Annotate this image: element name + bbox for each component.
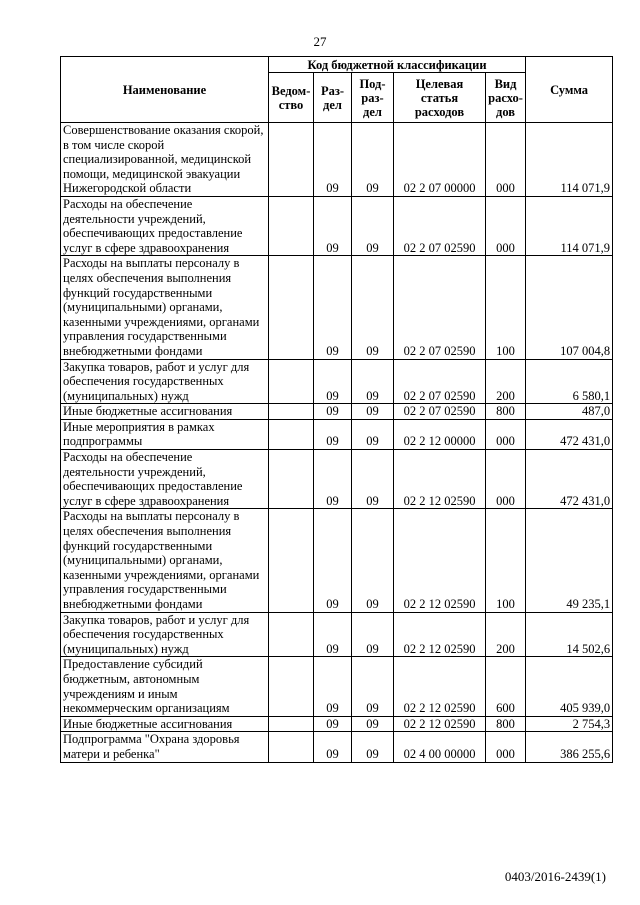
header-expense-type: Вид расхо- дов	[486, 73, 526, 123]
table-row	[61, 450, 613, 509]
row-podrazdel: 09	[352, 419, 394, 449]
row-sum: 472 431,0	[526, 450, 613, 509]
table-row	[61, 419, 613, 449]
row-name: Иные мероприятия в рамках подпрограммы	[61, 419, 269, 449]
header-vedomstvo: Ведом- ство	[269, 73, 314, 123]
row-expense-type: 000	[486, 419, 526, 449]
row-razdel: 09	[314, 359, 352, 404]
header-name: Наименование	[61, 57, 269, 123]
row-sum: 114 071,9	[526, 123, 613, 197]
row-target-article: 02 2 07 00000	[394, 123, 486, 197]
budget-table	[60, 56, 613, 763]
row-name: Закупка товаров, работ и услуг для обеспечения государственных (муниципальных) нужд	[61, 359, 269, 404]
row-vedomstvo	[269, 716, 314, 732]
row-sum: 107 004,8	[526, 256, 613, 359]
row-podrazdel: 09	[352, 732, 394, 762]
row-sum: 14 502,6	[526, 612, 613, 657]
row-expense-type: 200	[486, 359, 526, 404]
row-name: Иные бюджетные ассигнования	[61, 716, 269, 732]
row-podrazdel: 09	[352, 657, 394, 716]
row-sum: 49 235,1	[526, 509, 613, 612]
row-podrazdel: 09	[352, 509, 394, 612]
row-name: Расходы на выплаты персоналу в целях обеспечения выполнения функций государственными (муниципальными) органами, казенными учреждениями, органами управления государственными внебюджетными фондами	[61, 509, 269, 612]
document-code: 0403/2016-2439(1)	[504, 869, 606, 884]
header-razdel: Раз- дел	[314, 73, 352, 123]
row-expense-type: 100	[486, 509, 526, 612]
row-vedomstvo	[269, 509, 314, 612]
row-sum: 487,0	[526, 404, 613, 420]
row-name: Подпрограмма "Охрана здоровья матери и ребенка"	[61, 732, 269, 762]
row-expense-type: 100	[486, 256, 526, 359]
row-target-article: 02 2 12 02590	[394, 450, 486, 509]
header-target-article: Целевая статья расходов	[394, 73, 486, 123]
row-target-article: 02 2 07 02590	[394, 359, 486, 404]
table-row	[61, 359, 613, 404]
row-vedomstvo	[269, 419, 314, 449]
row-vedomstvo	[269, 123, 314, 197]
row-name: Иные бюджетные ассигнования	[61, 404, 269, 420]
row-vedomstvo	[269, 612, 314, 657]
table-row	[61, 196, 613, 255]
row-expense-type: 000	[486, 450, 526, 509]
row-sum: 2 754,3	[526, 716, 613, 732]
row-name: Предоставление субсидий бюджетным, автономным учреждениям и иным некоммерческим организациям	[61, 657, 269, 716]
row-target-article: 02 2 12 02590	[394, 657, 486, 716]
row-sum: 114 071,9	[526, 196, 613, 255]
row-podrazdel: 09	[352, 450, 394, 509]
row-target-article: 02 2 07 02590	[394, 196, 486, 255]
row-razdel: 09	[314, 196, 352, 255]
row-target-article: 02 2 12 02590	[394, 716, 486, 732]
table-row	[61, 404, 613, 420]
row-podrazdel: 09	[352, 256, 394, 359]
row-podrazdel: 09	[352, 716, 394, 732]
row-target-article: 02 2 07 02590	[394, 404, 486, 420]
row-target-article: 02 2 12 00000	[394, 419, 486, 449]
row-expense-type: 800	[486, 716, 526, 732]
row-name: Расходы на обеспечение деятельности учреждений, обеспечивающих предоставление услуг в сфере здравоохранения	[61, 450, 269, 509]
row-vedomstvo	[269, 404, 314, 420]
row-podrazdel: 09	[352, 123, 394, 197]
row-razdel: 09	[314, 716, 352, 732]
header-podrazdel: Под- раз- дел	[352, 73, 394, 123]
row-name: Расходы на обеспечение деятельности учреждений, обеспечивающих предоставление услуг в сфере здравоохранения	[61, 196, 269, 255]
row-razdel: 09	[314, 732, 352, 762]
row-podrazdel: 09	[352, 612, 394, 657]
row-name: Совершенствование оказания скорой, в том числе скорой специализированной, медицинской помощи, медицинской эвакуации Нижегородской области	[61, 123, 269, 197]
row-target-article: 02 2 12 02590	[394, 509, 486, 612]
table-row	[61, 657, 613, 716]
row-name: Закупка товаров, работ и услуг для обеспечения государственных (муниципальных) нужд	[61, 612, 269, 657]
row-expense-type: 800	[486, 404, 526, 420]
row-razdel: 09	[314, 509, 352, 612]
row-vedomstvo	[269, 256, 314, 359]
row-podrazdel: 09	[352, 196, 394, 255]
table-row	[61, 123, 613, 197]
row-razdel: 09	[314, 419, 352, 449]
table-row	[61, 716, 613, 732]
row-expense-type: 000	[486, 732, 526, 762]
row-razdel: 09	[314, 256, 352, 359]
row-target-article: 02 4 00 00000	[394, 732, 486, 762]
header-classification-code: Код бюджетной классификации	[269, 57, 526, 73]
row-sum: 6 580,1	[526, 359, 613, 404]
row-vedomstvo	[269, 359, 314, 404]
table-row	[61, 732, 613, 762]
row-name: Расходы на выплаты персоналу в целях обеспечения выполнения функций государственными (муниципальными) органами, казенными учреждениями, органами управления государственными внебюджетными фондами	[61, 256, 269, 359]
row-sum: 472 431,0	[526, 419, 613, 449]
row-expense-type: 600	[486, 657, 526, 716]
row-expense-type: 200	[486, 612, 526, 657]
row-razdel: 09	[314, 657, 352, 716]
row-target-article: 02 2 07 02590	[394, 256, 486, 359]
row-vedomstvo	[269, 450, 314, 509]
row-vedomstvo	[269, 732, 314, 762]
header-sum: Сумма	[526, 57, 613, 123]
page-number: 27	[313, 34, 327, 49]
table-row	[61, 509, 613, 612]
row-sum: 386 255,6	[526, 732, 613, 762]
row-podrazdel: 09	[352, 404, 394, 420]
row-expense-type: 000	[486, 196, 526, 255]
row-expense-type: 000	[486, 123, 526, 197]
row-sum: 405 939,0	[526, 657, 613, 716]
table-row	[61, 612, 613, 657]
row-vedomstvo	[269, 196, 314, 255]
row-vedomstvo	[269, 657, 314, 716]
table-row	[61, 256, 613, 359]
row-razdel: 09	[314, 450, 352, 509]
row-target-article: 02 2 12 02590	[394, 612, 486, 657]
row-razdel: 09	[314, 612, 352, 657]
row-razdel: 09	[314, 404, 352, 420]
row-razdel: 09	[314, 123, 352, 197]
row-podrazdel: 09	[352, 359, 394, 404]
